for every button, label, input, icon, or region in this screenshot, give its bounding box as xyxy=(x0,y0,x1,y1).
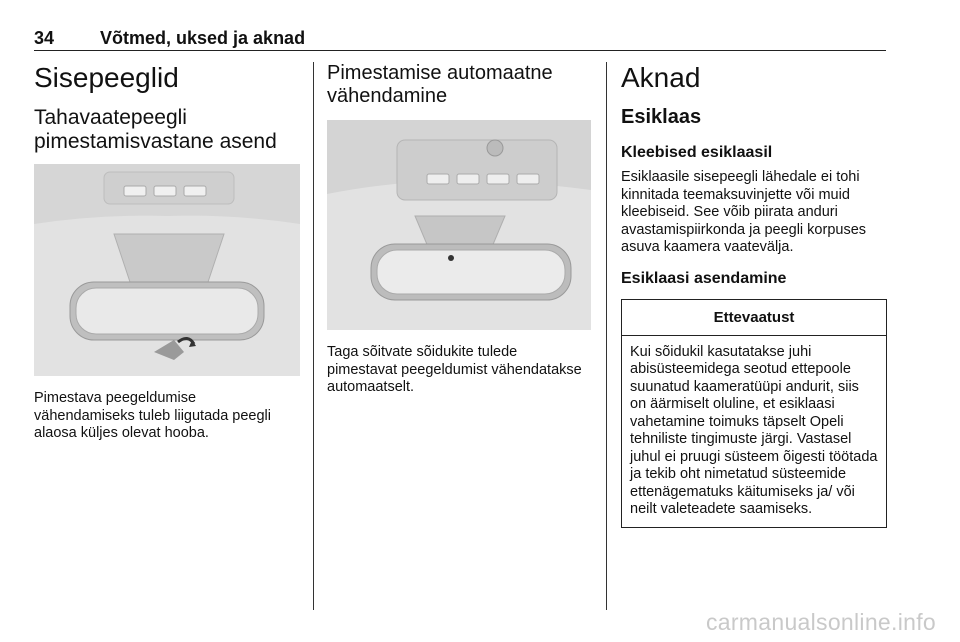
topic-heading: Esiklaasi asendamine xyxy=(621,269,787,287)
section-heading: Aknad xyxy=(621,62,701,93)
watermark: carmanualsonline.info xyxy=(705,609,936,635)
column-right xyxy=(621,62,887,528)
auto-dimming-mirror-image xyxy=(327,120,591,330)
caution-text: Kui sõidukil kasutatakse juhi abisüsteemidega seotud ettepoole suunatud kaameratüüpi andurit, siis on äärmiselt oluline, et esiklaasi vahetamine toimuks täpselt Opeli tehniliste tingimuste järgi. Vastasel juhul ei pruugi süsteem õigesti töötada ja tekib oht nimetatud süsteemide ettenägematuks käitumiseks ja/ või neilt valeteadete saamiseks. xyxy=(630,343,878,517)
subsection-heading: Pimestamise automaatne vähendamine xyxy=(327,62,553,107)
page-header xyxy=(34,22,886,51)
caution-title: Ettevaatust xyxy=(622,300,886,336)
column-left xyxy=(34,62,300,443)
caution-box xyxy=(621,299,887,528)
body-paragraph: Esiklaasile sisepeegli lähedale ei tohi kinnitada teemaksuvinjette või muid kleebiseid. See võib piirata anduri avastamispiirkonda ja peegli korpuses asuva kaamera vaatevälja. xyxy=(621,169,867,255)
column-divider xyxy=(606,62,607,610)
chapter-title: Võtmed, uksed ja aknad xyxy=(100,28,306,48)
topic-heading: Kleebised esiklaasil xyxy=(621,144,773,161)
illustration-caption: Taga sõitvate sõidukite tulede pimestavat peegeldumist vähendatakse automaatselt. xyxy=(327,344,582,395)
subsection-heading: Esiklaas xyxy=(621,106,702,128)
illustration-caption: Pimestava peegeldumise vähendamiseks tuleb liigutada peegli alaosa küljes olevat hooba. xyxy=(34,390,271,441)
auto-dimming-illustration xyxy=(327,120,591,330)
section-heading: Sisepeeglid xyxy=(34,62,179,93)
page-number: 34 xyxy=(34,28,55,48)
column-middle xyxy=(327,62,591,397)
mirror-lever-illustration xyxy=(34,164,300,376)
mirror-lever-image xyxy=(34,164,300,376)
column-divider xyxy=(313,62,314,610)
subsection-heading: Tahavaatepeegli pimestamisvastane asend xyxy=(34,106,277,153)
